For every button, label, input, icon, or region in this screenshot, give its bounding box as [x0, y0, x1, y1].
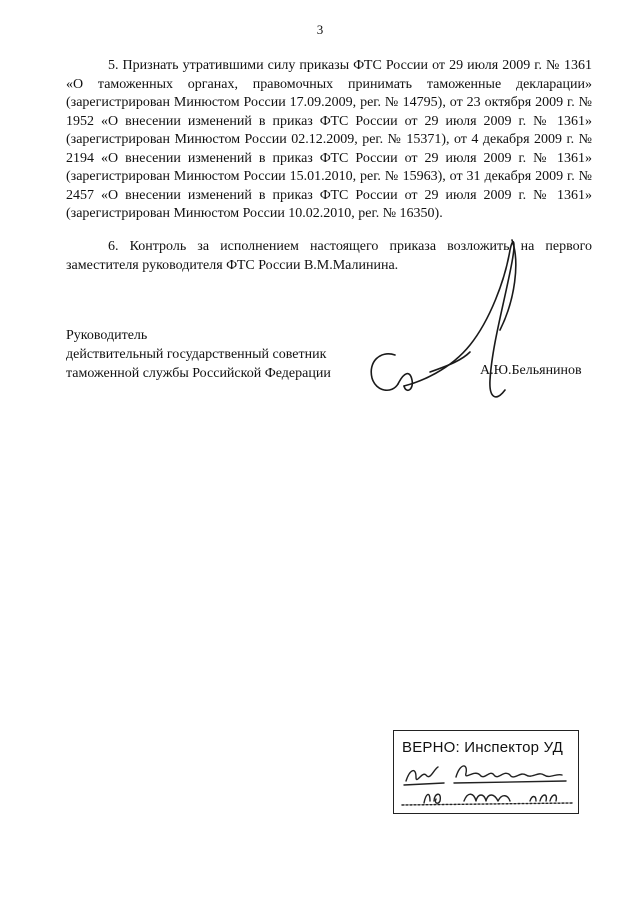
stamp-certified-label: ВЕРНО: Инспектор УД — [402, 739, 563, 756]
signatory-title-line-2: действительный государственный советник — [66, 347, 327, 362]
signatory-title-line-3: таможенной службы Российской Федерации — [66, 366, 331, 381]
page-number: 3 — [316, 22, 324, 37]
signer-name: А.Ю.Бельянинов — [480, 363, 582, 378]
signatory-title-block — [66, 326, 366, 383]
stamp-handwriting — [394, 731, 580, 815]
paragraph-6: 6. Контроль за исполнением настоящего приказа возложить на первого заместителя руководителя ФТС России В.М.Малинина. — [66, 239, 592, 273]
certification-stamp — [393, 730, 579, 814]
signatory-title-line-1: Руководитель — [66, 328, 148, 343]
paragraph-5: 5. Признать утратившими силу приказы ФТС России от 29 июля 2009 г. № 1361 «О таможенных органах, правомочных принимать таможенные декларации» (зарегистрирован Минюстом России 17.09.2009, рег. № 14795), от 23 октября 2009 г. № 1952 «О внесении изменений в приказ ФТС России от 29 июля 2009 г. № 1361» (зарегистрирован Минюстом России 02.12.2009, рег. № 15371), от 4 декабря 2009 г. № 2194 «О внесении изменений в приказ ФТС России от 29 июля 2009 г. № 1361» (зарегистрирован Минюстом России 15.01.2010, рег. № 15963), от 31 декабря 2009 г. № 2457 «О внесении изменений в приказ ФТС России от 29 июля 2009 г. № 1361» (зарегистрирован Минюстом России 10.02.2010, рег. № 16350). — [66, 58, 592, 221]
